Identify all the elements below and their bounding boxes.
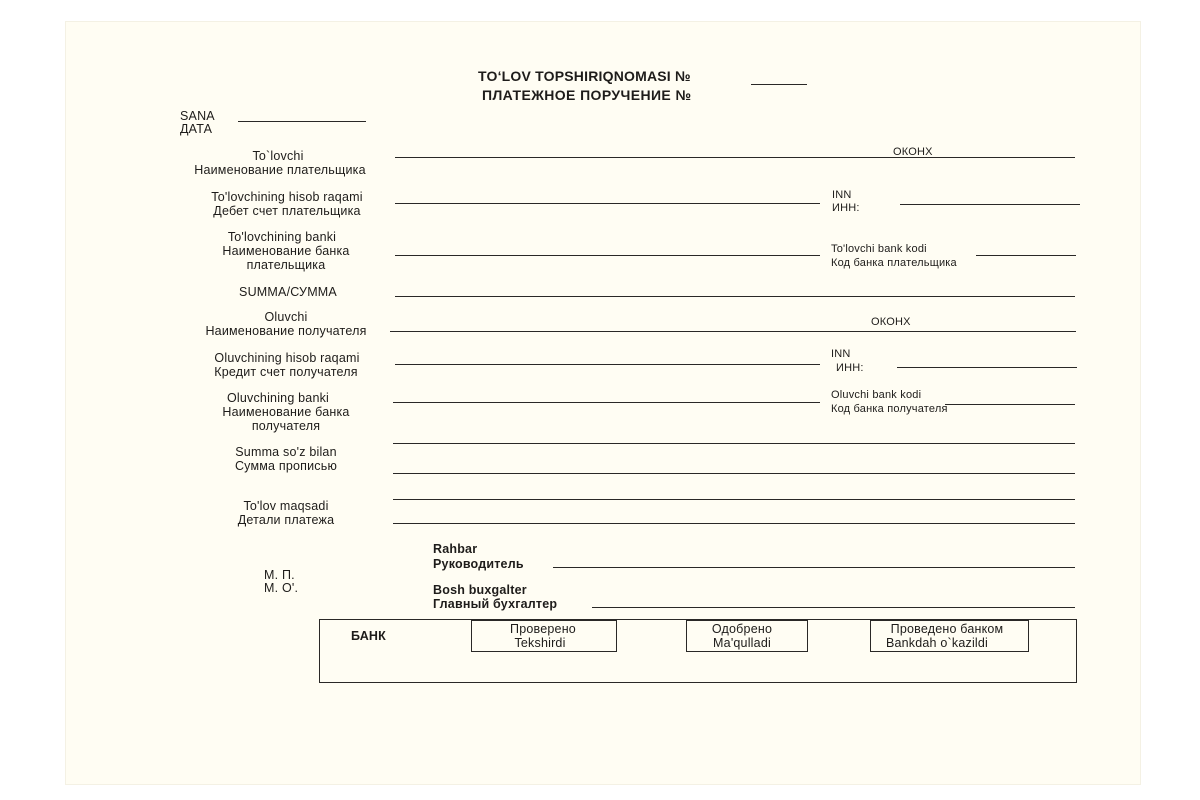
purpose-label-uz: To'lov maqsadi [243,499,329,513]
form-title-ru: ПЛАТЕЖНОЕ ПОРУЧЕНИЕ № [482,87,692,103]
checked-label-uz: Tekshirdi [514,636,566,650]
payer-bank-code-label-uz: To'lovchi bank kodi [831,243,927,255]
payer-account-field-line[interactable] [395,203,820,204]
head-signature-line[interactable] [553,567,1075,568]
posted-label-uz: Bankdah o`kazildi [885,636,989,650]
amount-label: SUMMA/СУММА [239,285,337,299]
payee-okonh-label: ОКОНХ [871,316,911,328]
form-title-uz: TO‘LOV TOPSHIRIQNOMASI № [478,68,691,84]
payer-bank-field-line[interactable] [395,255,820,256]
payee-inn-field-line[interactable] [897,367,1077,368]
seal-label-ru: М. П. [264,568,295,582]
checked-label-ru: Проверено [510,622,576,636]
payee-label-uz: Oluvchi [264,310,308,324]
purpose-label-ru: Детали платежа [237,513,335,527]
date-field-line[interactable] [238,121,366,122]
payee-bank-field-line[interactable] [393,402,820,403]
payee-field-line[interactable] [390,331,1076,332]
payee-bank-label-ru1: Наименование банка [222,405,350,419]
payer-bank-code-field-line[interactable] [976,255,1076,256]
bank-section-label: БАНК [351,629,386,643]
amount-words-field-line-2[interactable] [393,473,1075,474]
payee-inn-label-ru: ИНН: [836,362,864,374]
payer-label-uz: To`lovchi [252,149,304,163]
payee-bank-code-label-ru: Код банка получателя [831,403,948,415]
accountant-signature-line[interactable] [592,607,1075,608]
date-label-ru: ДАТА [180,122,213,136]
payer-bank-label-ru1: Наименование банка [222,244,350,258]
payer-inn-field-line[interactable] [900,204,1080,205]
purpose-field-line-2[interactable] [393,523,1075,524]
head-label-ru: Руководитель [433,557,524,571]
payee-bank-code-label-uz: Oluvchi bank kodi [831,389,922,401]
head-label-uz: Rahbar [433,542,478,556]
approved-label-ru: Одобрено [711,622,773,636]
payer-bank-label-uz: To'lovchining banki [227,230,337,244]
payee-bank-label-uz: Oluvchining banki [226,391,330,405]
approved-label-uz: Ma'qulladi [713,636,771,650]
payer-account-label-ru: Дебет счет плательщика [213,204,361,218]
date-label-uz: SANA [180,109,215,123]
accountant-label-ru: Главный бухгалтер [433,597,558,611]
payee-account-field-line[interactable] [395,364,820,365]
purpose-field-line-1[interactable] [393,499,1075,500]
amount-words-label-ru: Сумма прописью [234,459,338,473]
payer-account-label-uz: To'lovchining hisob raqami [211,190,363,204]
payee-inn-label-uz: INN [831,348,851,360]
amount-words-field-line-1[interactable] [393,443,1075,444]
payee-account-label-uz: Oluvchining hisob raqami [214,351,360,365]
payer-bank-label-ru2: плательщика [246,258,326,272]
order-number-line[interactable] [751,84,807,85]
accountant-label-uz: Bosh buxgalter [433,583,527,597]
posted-label-ru: Проведено банком [890,622,1004,636]
payer-okonh-label: ОКОНХ [893,146,933,158]
payer-bank-code-label-ru: Код банка плательщика [831,257,957,269]
payer-inn-label-ru: ИНН: [832,202,860,214]
payee-bank-code-field-line[interactable] [945,404,1075,405]
amount-field-line[interactable] [395,296,1075,297]
amount-words-label-uz: Summa so'z bilan [235,445,337,459]
payer-label-ru: Наименование плательщика [194,163,366,177]
payer-inn-label-uz: INN [832,189,852,201]
payee-account-label-ru: Кредит счет получателя [214,365,358,379]
payer-field-line[interactable] [395,157,1075,158]
payee-label-ru: Наименование получателя [205,324,367,338]
seal-label-uz: M. O'. [264,581,299,595]
payee-bank-label-ru2: получателя [251,419,321,433]
